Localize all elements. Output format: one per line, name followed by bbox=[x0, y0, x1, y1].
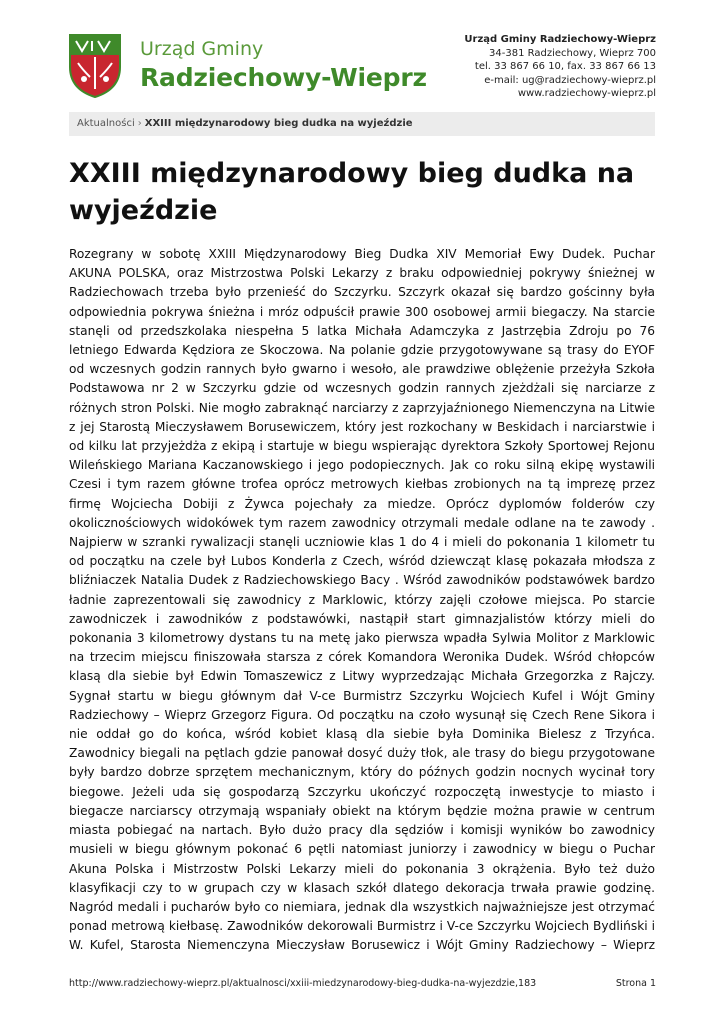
contact-website[interactable]: www.radziechowy-wieprz.pl bbox=[517, 88, 656, 99]
article-title: XXIII międzynarodowy bieg dudka na wyjeździe bbox=[69, 158, 635, 226]
coat-of-arms-icon bbox=[68, 33, 122, 99]
breadcrumb-separator: › bbox=[137, 118, 142, 129]
contact-org: Urząd Gminy Radziechowy-Wieprz bbox=[464, 34, 656, 45]
page-header bbox=[0, 0, 725, 110]
logo-text-line1: Urząd Gminy bbox=[140, 38, 264, 60]
breadcrumb-current: XXIII międzynarodowy bieg dudka na wyjeździe bbox=[144, 118, 413, 129]
logo-text-line2: Radziechowy-Wieprz bbox=[140, 63, 427, 92]
breadcrumb bbox=[69, 112, 655, 136]
article-body: Rozegrany w sobotę XXIII Międzynarodowy Bieg Dudka XIV Memoriał Ewy Dudek. Puchar AKUNA POLSKA, oraz Mistrzostwa Polski Lekarzy z braku odpowiedniej pokrywy śnieżnej w Radziechowach trzeba było przenieść do Szczyrku. Szczyrk okazał się bardzo gościnny była odpowiednia pokrywa śnieżna i mróz odpuścił prawie 300 osobowej armii biegaczy. Na starcie stanęli od przedszkolaka niespełna 5 latka Michała Adamczyka z Jastrzębia Zdroju po 76 letniego Edwarda Kędziora ze Skoczowa. Na polanie gdzie przygotowywane są trasy do EYOF od wczesnych godzin rannych było gwarno i wesoło, ale prawdziwe oblężenie przeżyła Szkoła Podstawowa nr 2 w Szczyrku gdzie od wczesnych godzin rannych zjeżdżali się narciarze z różnych stron Polski. Nie mogło zabraknąć narciarzy z zaprzyjaźnionego Niemenczyna na Litwie z jej Starostą Mieczysławem Borusewiczem, który jest rozkochany w Beskidach i narciarstwie i od kilku lat przyjeżdża z ekipą i startuje w biegu wspierając dyrektora Szkoły Sportowej Rejonu Wileńskiego Mariana Kaczanowskiego i jego podopiecznych. Jak co roku silną ekipę wystawili Czesi i tym razem główne trofea oprócz metrowych kiełbas zrobionych na tą imprezę przez firmę Wojciecha Dobiji z Żywca pojechały za miedze. Oprócz dyplomów folderów czy okolicznościowych widokówek tym razem zawodnicy otrzymali medale odlane na te zawody . Najpierw w szranki rywalizacji stanęli uczniowie klas 1 do 4 i mieli do pokonania 1 kilometr tu od początku na czele był Lubos Konderla z Czech, wśród dziewcząt klasę pokazała młodsza z bliźniaczek Natalia Dudek z Radziechowskiego Bacy . Wśród zawodników podstawówek bardzo ładnie zaprezentowali się zawodnicy z Marklowic, którzy zajęli czołowe miejsca. Po starcie zawodniczek i zawodników z podstawówki, nastąpił start gimnazjalistów którzy mieli do pokonania 3 kilometrowy dystans tu na metę jako pierwsza wpadła Sylwia Molitor z Marklowic na trzecim miejscu finiszowała starsza z córek Komandora Weronika Dudek. Wśród chłopców klasą dla siebie był Edwin Tomaszewicz z Litwy wyprzedzając Michała Grzegorzka z Rajczy. Sygnał startu w biegu głównym dał V-ce Burmistrz Szczyrku Wojciech Kufel i Wójt Gminy Radziechowy – Wieprz Grzegorz Figura. Od początku na czoło wysunął się Czech Rene Sikora i nie oddał go do końca, wśród kobiet klasą dla siebie była Dominika Bielesz z Trzyńca. Zawodnicy biegali na pętlach gdzie panował dosyć duży tłok, ale trasy do biegu przygotowane były bardzo dobrze sprzętem mechanicznym, który do późnych godzin nocnych wycinał tory biegowe. Jeżeli uda się gospodarzą Szczyrku ukończyć rozpoczętą inwestycje to miasto i biegacze narciarscy otrzymają wspaniały obiekt na którym będzie można prawie w centrum miasta pobiegać na nartach. Było dużo pracy dla sędziów i komisji wyników bo zawodnicy musieli w biegu głównym pokonać 6 pętli natomiast juniorzy i zawodnicy w biegu o Puchar Akuna Polska i Mistrzostw Polski Lekarzy mieli do pokonania 3 okrążenia. Było też dużo klasyfikacji czy to w grupach czy w klasach szkół dlatego dekoracja trwała prawie godzinę. Nagród medali i pucharów było co niemiara, jednak dla wszystkich najważniejsze jest otrzymać ponad metrową kiełbasę. Zawodników dekorowali Burmistrz i V-ce Szczyrku Wojciech Bydliński i W. Kufel, Starosta Niemenczyna Mieczysław Borusewicz i Wójt Gminy Radziechowy – Wieprz bbox=[69, 247, 655, 953]
contact-email[interactable]: e-mail: ug@radziechowy-wieprz.pl bbox=[484, 74, 656, 86]
footer-page-number: Strona 1 bbox=[615, 978, 656, 989]
breadcrumb-link-aktualnosci[interactable]: Aktualności bbox=[77, 118, 135, 129]
contact-address: 34-381 Radziechowy, Wieprz 700 bbox=[489, 47, 656, 59]
contact-block bbox=[464, 33, 656, 101]
site-logo[interactable] bbox=[68, 33, 427, 99]
contact-phone: tel. 33 867 66 10, fax. 33 867 66 13 bbox=[474, 61, 656, 72]
footer-url[interactable]: http://www.radziechowy-wieprz.pl/aktualnosci/xxiii-miedzynarodowy-bieg-dudka-na-wyjezdzie,183 bbox=[69, 978, 537, 989]
